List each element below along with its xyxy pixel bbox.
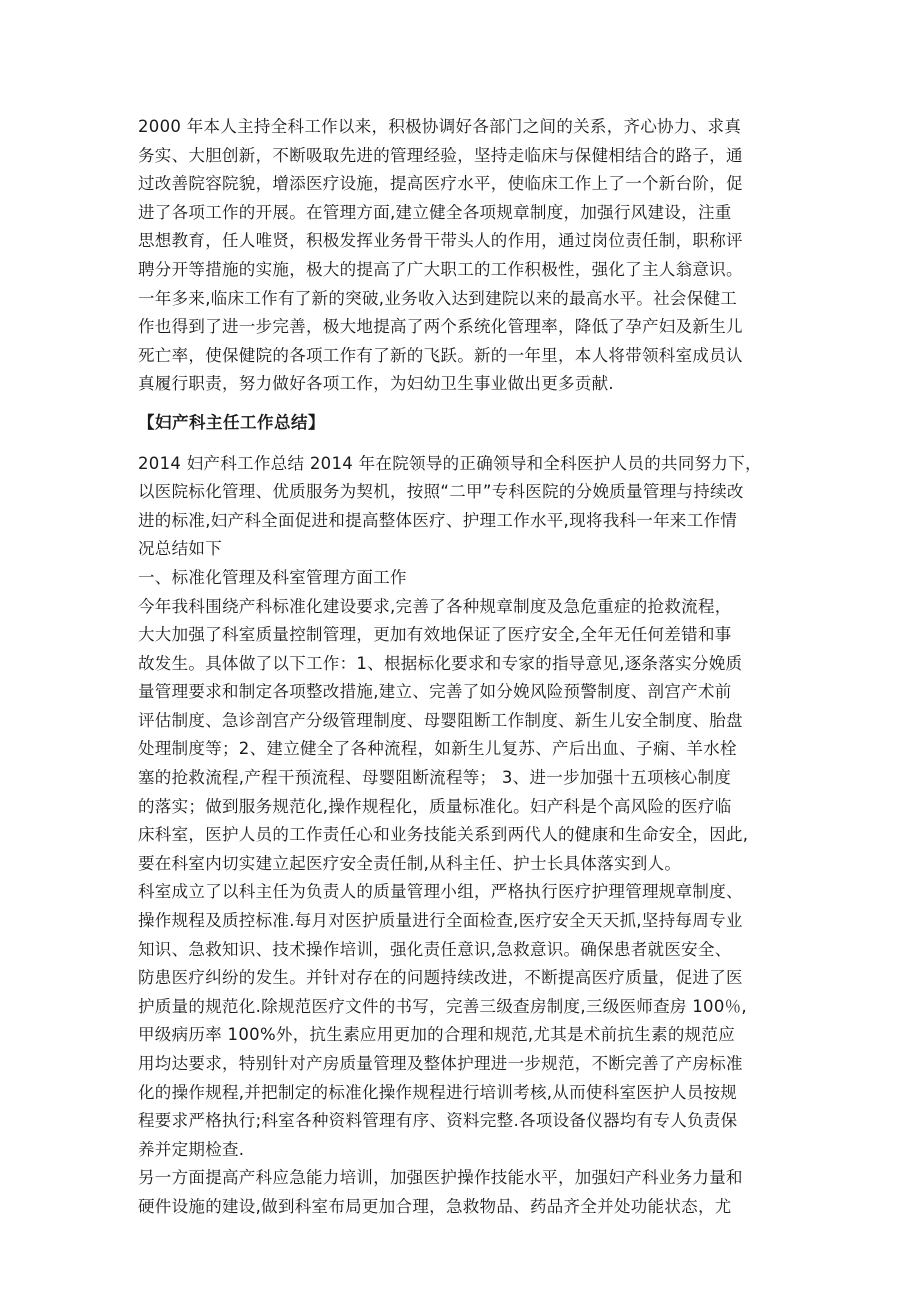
text-line: 2014 妇产科工作总结 2014 年在院领导的正确领导和全科医护人员的共同努力下， <box>138 453 762 473</box>
text-line: 床科室，医护人员的工作责任心和业务技能关系到两代人的健康和生命安全，因此, <box>138 825 749 845</box>
text-line: 务实、大胆创新，不断吸取先进的管理经验，坚持走临床与保健相结合的路子，通 <box>138 145 743 165</box>
text-line: 进了各项工作的开展。在管理方面,建立健全各项规章制度，加强行风建设，注重 <box>138 202 732 222</box>
text-line: 评估制度、急诊剖宫产分级管理制度、母婴阻断工作制度、新生儿安全制度、胎盘 <box>138 710 743 730</box>
text-line: 硬件设施的建设,做到科室布局更加合理，急救物品、药品齐全并处功能状态，尤 <box>138 1196 732 1216</box>
text-line: 护质量的规范化.除规范医疗文件的书写，完善三级查房制度,三级医师查房 100％, <box>138 996 747 1016</box>
text-line: 化的操作规程,并把制定的标准化操作规程进行培训考核,从而使科室医护人员按规 <box>138 1082 738 1102</box>
text-line: 死亡率，使保健院的各项工作有了新的飞跃。新的一年里，本人将带领科室成员认 <box>138 345 743 365</box>
text-line: 处理制度等；2、建立健全了各种流程，如新生儿复苏、产后出血、子痫、羊水栓 <box>138 739 737 759</box>
text-line: 知识、急救知识、技术操作培训，强化责任意识,急救意识。确保患者就医安全、 <box>138 939 732 959</box>
summary-body <box>138 450 798 1222</box>
section-heading: 【妇产科主任工作总结】 <box>138 412 325 432</box>
text-line: 科室成立了以科主任为负责人的质量管理小组，严格执行医疗护理管理规章制度、 <box>138 882 743 902</box>
intro-paragraph <box>138 113 798 399</box>
text-line: 况总结如下 <box>138 539 222 559</box>
text-line: 用均达要求，特别针对产房质量管理及整体护理进一步规范，不断完善了产房标准 <box>138 1054 743 1073</box>
text-line: 另一方面提高产科应急能力培训，加强医护操作技能水平，加强妇产科业务力量和 <box>138 1168 743 1188</box>
text-line: 真履行职责，努力做好各项工作，为妇幼卫生事业做出更多贡献. <box>138 374 614 394</box>
document-page <box>138 113 798 1222</box>
text-line: 操作规程及质控标准.每月对医护质量进行全面检查,医疗安全天天抓,坚持每周专业 <box>138 911 743 931</box>
text-line: 要在科室内切实建立起医疗安全责任制,从科主任、护士长具体落实到人。 <box>138 853 682 873</box>
text-line: 防患医疗纠纷的发生。并针对存在的问题持续改进，不断提高医疗质量，促进了医 <box>138 968 743 988</box>
text-line: 过改善院容院貌，增添医疗设施，提高医疗水平，使临床工作上了一个新台阶，促 <box>138 174 743 194</box>
text-line: 以医院标化管理、优质服务为契机，按照“二甲”专科医院的分娩质量管理与持续改 <box>138 482 744 502</box>
text-line: 今年我科围绕产科标准化建设要求,完善了各种规章制度及急危重症的抢救流程， <box>138 596 732 616</box>
text-line: 2000 年本人主持全科工作以来，积极协调好各部门之间的关系，齐心协力、求真 <box>138 117 742 136</box>
text-line: 塞的抢救流程,产程干预流程、母婴阻断流程等； 3、进一步加强十五项核心制度 <box>138 768 732 788</box>
text-line: 聘分开等措施的实施，极大的提高了广大职工的工作积极性，强化了主人翁意识。 <box>138 259 743 279</box>
text-line: 一年多来,临床工作有了新的突破,业务收入达到建院以来的最高水平。社会保健工 <box>138 288 738 308</box>
text-line: 一、标准化管理及科室管理方面工作 <box>138 567 407 587</box>
text-line: 作也得到了进一步完善，极大地提高了两个系统化管理率，降低了孕产妇及新生儿 <box>138 317 743 337</box>
text-line: 大大加强了科室质量控制管理，更加有效地保证了医疗安全,全年无任何差错和事 <box>138 625 732 645</box>
text-line: 养并定期检查. <box>138 1139 245 1159</box>
text-line: 程要求严格执行;科室各种资料管理有序、资料完整.各项设备仪器均有专人负责保 <box>138 1111 738 1131</box>
text-line: 思想教育，任人唯贤，积极发挥业务骨干带头人的作用，通过岗位责任制，职称评 <box>138 231 743 251</box>
text-line: 故发生。具体做了以下工作：1、根据标化要求和专家的指导意见,逐条落实分娩质 <box>138 653 743 673</box>
text-line: 进的标准,妇产科全面促进和提高整体医疗、护理工作水平,现将我科一年来工作情 <box>138 510 738 530</box>
text-line: 的落实；做到服务规范化,操作规程化，质量标准化。妇产科是个高风险的医疗临 <box>138 796 732 816</box>
text-line: 量管理要求和制定各项整改措施,建立、完善了如分娩风险预警制度、剖宫产术前 <box>138 682 732 702</box>
text-line: 甲级病历率 100%外，抗生素应用更加的合理和规范,尤其是术前抗生素的规范应 <box>138 1025 736 1045</box>
